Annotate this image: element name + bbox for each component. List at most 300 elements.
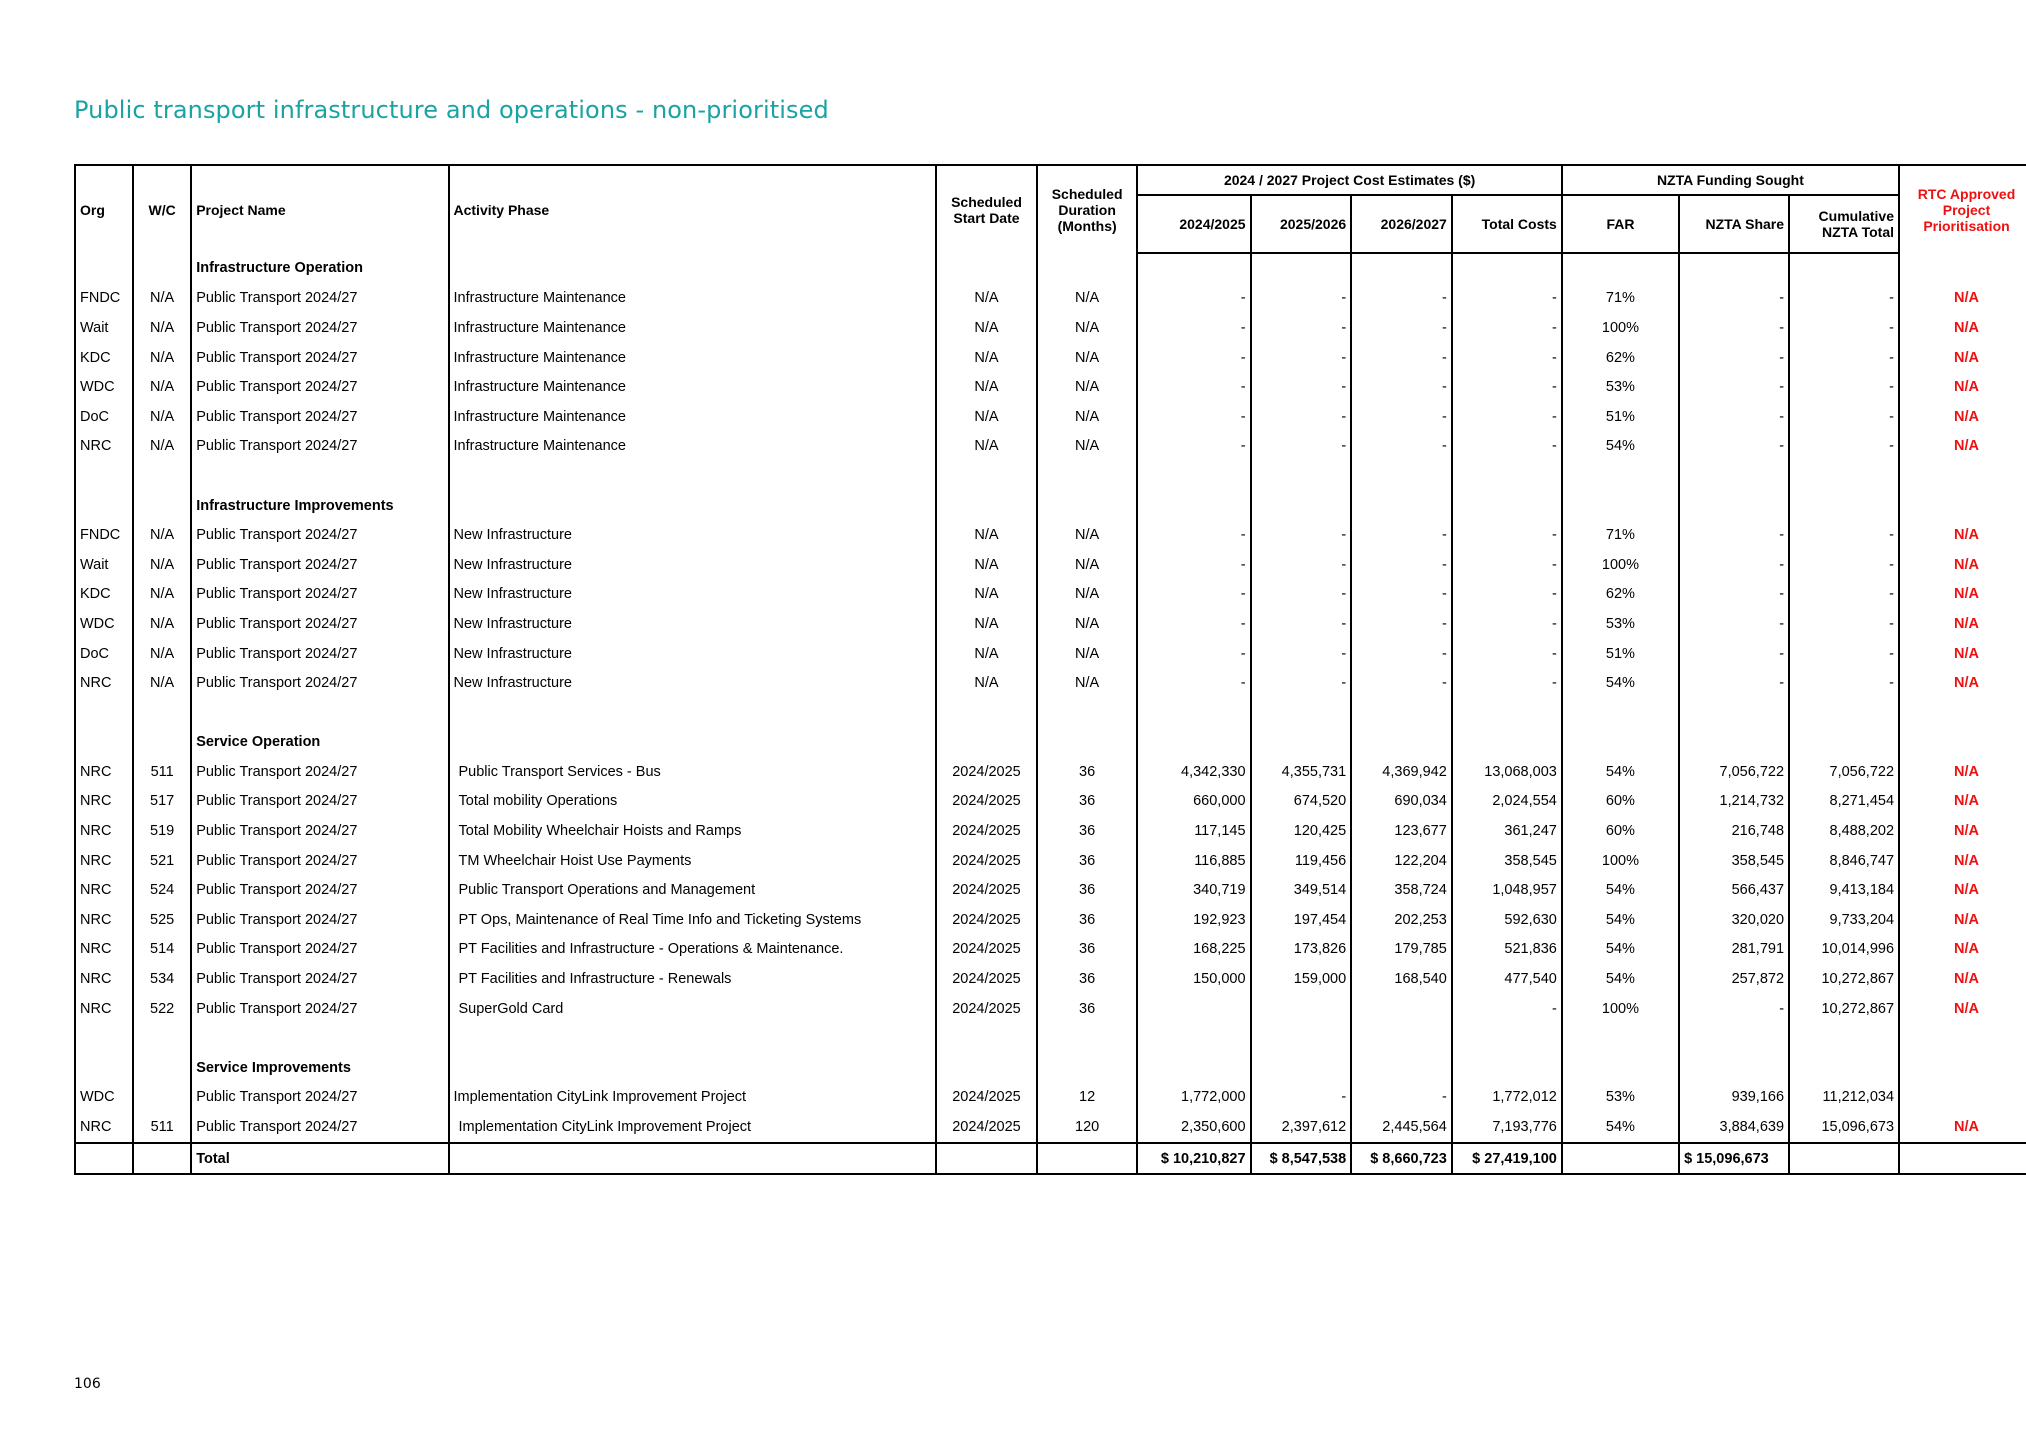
duration-cell: N/A (1037, 313, 1138, 343)
cumulative-cell: 11,212,034 (1789, 1083, 1899, 1113)
start-date-cell: N/A (936, 668, 1037, 698)
rtc-cell: N/A (1899, 432, 2026, 462)
rtc-cell: N/A (1899, 964, 2026, 994)
y3-cell: 122,204 (1351, 846, 1452, 876)
y2-cell: - (1251, 284, 1352, 314)
far-cell: 54% (1562, 935, 1679, 965)
far-cell: 54% (1562, 668, 1679, 698)
project-cell: Public Transport 2024/27 (191, 1083, 448, 1113)
activity-cell: New Infrastructure (449, 550, 937, 580)
y2-cell: - (1251, 313, 1352, 343)
duration-cell: N/A (1037, 343, 1138, 373)
y3-cell: 179,785 (1351, 935, 1452, 965)
rtc-cell (1899, 1083, 2026, 1113)
table-row (75, 372, 2026, 402)
activity-cell: Total mobility Operations (449, 787, 937, 817)
activity-cell: Infrastructure Maintenance (449, 343, 937, 373)
total-label: Total (191, 1143, 448, 1175)
cumulative-cell: 10,272,867 (1789, 994, 1899, 1024)
project-cell: Public Transport 2024/27 (191, 875, 448, 905)
start-date-cell: 2024/2025 (936, 964, 1037, 994)
activity-cell: Public Transport Services - Bus (449, 757, 937, 787)
y3-cell: 358,724 (1351, 875, 1452, 905)
duration-cell: 36 (1037, 875, 1138, 905)
y3-cell: - (1351, 372, 1452, 402)
org-cell: NRC (75, 935, 133, 965)
cumulative-cell: 8,488,202 (1789, 816, 1899, 846)
y3-cell: 690,034 (1351, 787, 1452, 817)
y1-cell: - (1137, 432, 1250, 462)
org-cell: NRC (75, 964, 133, 994)
activity-cell: Implementation CityLink Improvement Project (449, 1083, 937, 1113)
y1-cell: - (1137, 609, 1250, 639)
nzta-share-cell: - (1679, 994, 1789, 1024)
start-date-cell: N/A (936, 372, 1037, 402)
page-title: Public transport infrastructure and operations - non-prioritised (74, 96, 829, 124)
header-far: FAR (1562, 195, 1679, 253)
wc-cell (133, 1083, 191, 1113)
y1-cell: - (1137, 668, 1250, 698)
project-cell: Public Transport 2024/27 (191, 935, 448, 965)
total-costs-cell: 358,545 (1452, 846, 1562, 876)
start-date-cell: 2024/2025 (936, 787, 1037, 817)
y2-cell: 159,000 (1251, 964, 1352, 994)
far-cell: 62% (1562, 580, 1679, 610)
wc-cell: 534 (133, 964, 191, 994)
wc-cell: N/A (133, 639, 191, 669)
table-row (75, 964, 2026, 994)
wc-cell: 511 (133, 757, 191, 787)
activity-cell: New Infrastructure (449, 520, 937, 550)
cumulative-cell: - (1789, 372, 1899, 402)
total-nzta-share: $ 15,096,673 (1679, 1143, 1789, 1175)
wc-cell: 521 (133, 846, 191, 876)
far-cell: 51% (1562, 639, 1679, 669)
start-date-cell: 2024/2025 (936, 757, 1037, 787)
wc-cell: N/A (133, 609, 191, 639)
header-rtc: RTC Approved Project Prioritisation (1899, 165, 2026, 253)
duration-cell: N/A (1037, 668, 1138, 698)
far-cell: 71% (1562, 520, 1679, 550)
rtc-cell: N/A (1899, 1112, 2026, 1143)
header-y1: 2024/2025 (1137, 195, 1250, 253)
section-title: Service Improvements (191, 1053, 448, 1083)
rtc-cell: N/A (1899, 520, 2026, 550)
cumulative-cell: 10,014,996 (1789, 935, 1899, 965)
y3-cell: - (1351, 432, 1452, 462)
table-row (75, 816, 2026, 846)
start-date-cell: N/A (936, 639, 1037, 669)
nzta-share-cell: 257,872 (1679, 964, 1789, 994)
cumulative-cell: - (1789, 520, 1899, 550)
far-cell: 54% (1562, 905, 1679, 935)
total-costs-cell: - (1452, 609, 1562, 639)
rtc-cell: N/A (1899, 905, 2026, 935)
nzta-share-cell: 939,166 (1679, 1083, 1789, 1113)
far-cell: 51% (1562, 402, 1679, 432)
wc-cell: N/A (133, 668, 191, 698)
y1-cell: - (1137, 520, 1250, 550)
y1-cell (1137, 994, 1250, 1024)
header-cumulative: Cumulative NZTA Total (1789, 195, 1899, 253)
y3-cell: 202,253 (1351, 905, 1452, 935)
duration-cell: N/A (1037, 609, 1138, 639)
y2-cell: - (1251, 550, 1352, 580)
far-cell: 54% (1562, 1112, 1679, 1143)
total-costs-cell: - (1452, 313, 1562, 343)
section-title: Service Operation (191, 728, 448, 758)
cumulative-cell: 9,733,204 (1789, 905, 1899, 935)
table-row (75, 757, 2026, 787)
header-start-date: Scheduled Start Date (936, 165, 1037, 253)
total-costs-cell: - (1452, 550, 1562, 580)
org-cell: WDC (75, 609, 133, 639)
table-row (75, 639, 2026, 669)
total-costs-cell: - (1452, 639, 1562, 669)
table-row (75, 668, 2026, 698)
header-activity-phase: Activity Phase (449, 165, 937, 253)
wc-cell: N/A (133, 432, 191, 462)
y1-cell: 192,923 (1137, 905, 1250, 935)
total-costs-cell: 592,630 (1452, 905, 1562, 935)
org-cell: KDC (75, 343, 133, 373)
wc-cell: 514 (133, 935, 191, 965)
wc-cell: N/A (133, 313, 191, 343)
rtc-cell: N/A (1899, 935, 2026, 965)
start-date-cell: N/A (936, 520, 1037, 550)
cumulative-cell: - (1789, 402, 1899, 432)
activity-cell: Infrastructure Maintenance (449, 313, 937, 343)
nzta-share-cell: - (1679, 609, 1789, 639)
header-cost-group: 2024 / 2027 Project Cost Estimates ($) (1137, 165, 1561, 195)
rtc-cell: N/A (1899, 668, 2026, 698)
total-costs-cell: - (1452, 580, 1562, 610)
y1-cell: 2,350,600 (1137, 1112, 1250, 1143)
org-cell: WDC (75, 372, 133, 402)
org-cell: FNDC (75, 284, 133, 314)
y1-cell: - (1137, 639, 1250, 669)
far-cell: 53% (1562, 609, 1679, 639)
org-cell: DoC (75, 639, 133, 669)
nzta-share-cell: - (1679, 668, 1789, 698)
far-cell: 53% (1562, 372, 1679, 402)
rtc-cell: N/A (1899, 875, 2026, 905)
table-row (75, 343, 2026, 373)
table-row (75, 313, 2026, 343)
duration-cell: N/A (1037, 402, 1138, 432)
section-header-row (75, 728, 2026, 758)
nzta-share-cell: 320,020 (1679, 905, 1789, 935)
y1-cell: - (1137, 343, 1250, 373)
total-row (75, 1143, 2026, 1175)
cumulative-cell: - (1789, 550, 1899, 580)
activity-cell: Infrastructure Maintenance (449, 372, 937, 402)
nzta-share-cell: - (1679, 402, 1789, 432)
project-cell: Public Transport 2024/27 (191, 639, 448, 669)
header-org: Org (75, 165, 133, 253)
y3-cell: - (1351, 313, 1452, 343)
y2-cell: 197,454 (1251, 905, 1352, 935)
start-date-cell: 2024/2025 (936, 935, 1037, 965)
table-row (75, 520, 2026, 550)
start-date-cell: 2024/2025 (936, 994, 1037, 1024)
org-cell: Wait (75, 313, 133, 343)
spacer-row (75, 461, 2026, 491)
org-cell: NRC (75, 875, 133, 905)
y3-cell: - (1351, 520, 1452, 550)
start-date-cell: N/A (936, 343, 1037, 373)
cumulative-cell: 8,846,747 (1789, 846, 1899, 876)
start-date-cell: N/A (936, 402, 1037, 432)
table-row (75, 550, 2026, 580)
header-nzta-share: NZTA Share (1679, 195, 1789, 253)
cumulative-cell: - (1789, 580, 1899, 610)
y2-cell: 349,514 (1251, 875, 1352, 905)
table-header (75, 165, 2026, 253)
y3-cell (1351, 994, 1452, 1024)
activity-cell: PT Facilities and Infrastructure - Operations & Maintenance. (449, 935, 937, 965)
org-cell: NRC (75, 787, 133, 817)
far-cell: 100% (1562, 994, 1679, 1024)
nzta-share-cell: - (1679, 580, 1789, 610)
total-costs-cell: - (1452, 284, 1562, 314)
duration-cell: 36 (1037, 935, 1138, 965)
header-y3: 2026/2027 (1351, 195, 1452, 253)
total-costs-cell: - (1452, 520, 1562, 550)
start-date-cell: N/A (936, 609, 1037, 639)
y1-cell: - (1137, 580, 1250, 610)
cumulative-cell: 8,271,454 (1789, 787, 1899, 817)
org-cell: NRC (75, 1112, 133, 1143)
total-costs-cell: - (1452, 432, 1562, 462)
duration-cell: N/A (1037, 639, 1138, 669)
org-cell: NRC (75, 994, 133, 1024)
y2-cell: 119,456 (1251, 846, 1352, 876)
rtc-cell: N/A (1899, 757, 2026, 787)
y1-cell: 168,225 (1137, 935, 1250, 965)
cumulative-cell: - (1789, 313, 1899, 343)
project-cell: Public Transport 2024/27 (191, 550, 448, 580)
y2-cell: - (1251, 580, 1352, 610)
wc-cell: N/A (133, 580, 191, 610)
cumulative-cell: 9,413,184 (1789, 875, 1899, 905)
y2-cell: 120,425 (1251, 816, 1352, 846)
duration-cell: N/A (1037, 520, 1138, 550)
total-costs-cell: - (1452, 668, 1562, 698)
far-cell: 60% (1562, 816, 1679, 846)
y1-cell: 340,719 (1137, 875, 1250, 905)
header-y2: 2025/2026 (1251, 195, 1352, 253)
nzta-share-cell: - (1679, 343, 1789, 373)
rtc-cell: N/A (1899, 609, 2026, 639)
y2-cell: 674,520 (1251, 787, 1352, 817)
y3-cell: 168,540 (1351, 964, 1452, 994)
table-row (75, 432, 2026, 462)
far-cell: 54% (1562, 964, 1679, 994)
spacer-row (75, 698, 2026, 728)
table-row (75, 1112, 2026, 1143)
table-row (75, 935, 2026, 965)
table-body (75, 253, 2026, 1143)
rtc-cell: N/A (1899, 994, 2026, 1024)
y3-cell: 2,445,564 (1351, 1112, 1452, 1143)
far-cell: 54% (1562, 432, 1679, 462)
section-title: Infrastructure Operation (191, 253, 448, 284)
nzta-share-cell: - (1679, 520, 1789, 550)
org-cell: WDC (75, 1083, 133, 1113)
total-costs-cell: 13,068,003 (1452, 757, 1562, 787)
project-cell: Public Transport 2024/27 (191, 846, 448, 876)
y2-cell: - (1251, 402, 1352, 432)
duration-cell: 36 (1037, 787, 1138, 817)
rtc-cell: N/A (1899, 402, 2026, 432)
total-costs-cell: - (1452, 372, 1562, 402)
duration-cell: N/A (1037, 550, 1138, 580)
start-date-cell: N/A (936, 432, 1037, 462)
funding-table (74, 164, 2026, 1175)
y1-cell: 660,000 (1137, 787, 1250, 817)
y1-cell: 150,000 (1137, 964, 1250, 994)
wc-cell: 522 (133, 994, 191, 1024)
nzta-share-cell: - (1679, 639, 1789, 669)
org-cell: NRC (75, 846, 133, 876)
nzta-share-cell: 7,056,722 (1679, 757, 1789, 787)
start-date-cell: 2024/2025 (936, 875, 1037, 905)
total-costs-cell: 1,048,957 (1452, 875, 1562, 905)
table-row (75, 846, 2026, 876)
duration-cell: 36 (1037, 964, 1138, 994)
total-costs-cell: 7,193,776 (1452, 1112, 1562, 1143)
total-y3: $ 8,660,723 (1351, 1143, 1452, 1175)
nzta-share-cell: - (1679, 313, 1789, 343)
project-cell: Public Transport 2024/27 (191, 964, 448, 994)
activity-cell: Infrastructure Maintenance (449, 432, 937, 462)
duration-cell: 36 (1037, 816, 1138, 846)
nzta-share-cell: - (1679, 550, 1789, 580)
y1-cell: - (1137, 284, 1250, 314)
cumulative-cell: - (1789, 609, 1899, 639)
org-cell: NRC (75, 757, 133, 787)
cumulative-cell: 10,272,867 (1789, 964, 1899, 994)
nzta-share-cell: - (1679, 372, 1789, 402)
total-y2: $ 8,547,538 (1251, 1143, 1352, 1175)
section-header-row (75, 1053, 2026, 1083)
page-number: 106 (74, 1376, 101, 1392)
cumulative-cell: - (1789, 284, 1899, 314)
activity-cell: PT Ops, Maintenance of Real Time Info and Ticketing Systems (449, 905, 937, 935)
y1-cell: 1,772,000 (1137, 1083, 1250, 1113)
y3-cell: - (1351, 668, 1452, 698)
y1-cell: - (1137, 313, 1250, 343)
project-cell: Public Transport 2024/27 (191, 668, 448, 698)
wc-cell: N/A (133, 402, 191, 432)
duration-cell: N/A (1037, 432, 1138, 462)
start-date-cell: N/A (936, 550, 1037, 580)
y3-cell: - (1351, 609, 1452, 639)
far-cell: 53% (1562, 1083, 1679, 1113)
far-cell: 54% (1562, 875, 1679, 905)
header-wc: W/C (133, 165, 191, 253)
far-cell: 71% (1562, 284, 1679, 314)
total-costs-cell: - (1452, 343, 1562, 373)
y1-cell: 4,342,330 (1137, 757, 1250, 787)
org-cell: NRC (75, 905, 133, 935)
y2-cell (1251, 994, 1352, 1024)
y3-cell: - (1351, 402, 1452, 432)
total-costs: $ 27,419,100 (1452, 1143, 1562, 1175)
project-cell: Public Transport 2024/27 (191, 816, 448, 846)
project-cell: Public Transport 2024/27 (191, 520, 448, 550)
project-cell: Public Transport 2024/27 (191, 757, 448, 787)
rtc-cell: N/A (1899, 639, 2026, 669)
org-cell: DoC (75, 402, 133, 432)
project-cell: Public Transport 2024/27 (191, 343, 448, 373)
duration-cell: N/A (1037, 372, 1138, 402)
project-cell: Public Transport 2024/27 (191, 313, 448, 343)
cumulative-cell: - (1789, 639, 1899, 669)
total-costs-cell: - (1452, 402, 1562, 432)
table-row (75, 609, 2026, 639)
start-date-cell: 2024/2025 (936, 1083, 1037, 1113)
duration-cell: N/A (1037, 580, 1138, 610)
nzta-share-cell: 216,748 (1679, 816, 1789, 846)
activity-cell: New Infrastructure (449, 639, 937, 669)
activity-cell: Total Mobility Wheelchair Hoists and Ramps (449, 816, 937, 846)
far-cell: 100% (1562, 313, 1679, 343)
project-cell: Public Transport 2024/27 (191, 994, 448, 1024)
cumulative-cell: 15,096,673 (1789, 1112, 1899, 1143)
org-cell: NRC (75, 816, 133, 846)
org-cell: NRC (75, 432, 133, 462)
y3-cell: - (1351, 343, 1452, 373)
total-costs-cell: 361,247 (1452, 816, 1562, 846)
activity-cell: Implementation CityLink Improvement Project (449, 1112, 937, 1143)
y1-cell: - (1137, 372, 1250, 402)
total-costs-cell: - (1452, 994, 1562, 1024)
y3-cell: 123,677 (1351, 816, 1452, 846)
activity-cell: Public Transport Operations and Management (449, 875, 937, 905)
project-cell: Public Transport 2024/27 (191, 372, 448, 402)
y1-cell: - (1137, 550, 1250, 580)
far-cell: 100% (1562, 550, 1679, 580)
cumulative-cell: - (1789, 343, 1899, 373)
project-cell: Public Transport 2024/27 (191, 787, 448, 817)
wc-cell: 519 (133, 816, 191, 846)
y2-cell: - (1251, 609, 1352, 639)
y3-cell: - (1351, 639, 1452, 669)
y2-cell: - (1251, 520, 1352, 550)
duration-cell: 12 (1037, 1083, 1138, 1113)
activity-cell: TM Wheelchair Hoist Use Payments (449, 846, 937, 876)
start-date-cell: 2024/2025 (936, 1112, 1037, 1143)
y2-cell: - (1251, 343, 1352, 373)
header-funding-group: NZTA Funding Sought (1562, 165, 1899, 195)
table-row (75, 284, 2026, 314)
start-date-cell: 2024/2025 (936, 816, 1037, 846)
far-cell: 62% (1562, 343, 1679, 373)
duration-cell: 36 (1037, 905, 1138, 935)
project-cell: Public Transport 2024/27 (191, 609, 448, 639)
y3-cell: - (1351, 1083, 1452, 1113)
cumulative-cell: 7,056,722 (1789, 757, 1899, 787)
org-cell: NRC (75, 668, 133, 698)
y2-cell: - (1251, 1083, 1352, 1113)
header-project-name: Project Name (191, 165, 448, 253)
y1-cell: 117,145 (1137, 816, 1250, 846)
wc-cell: N/A (133, 284, 191, 314)
table-row (75, 994, 2026, 1024)
activity-cell: Infrastructure Maintenance (449, 284, 937, 314)
